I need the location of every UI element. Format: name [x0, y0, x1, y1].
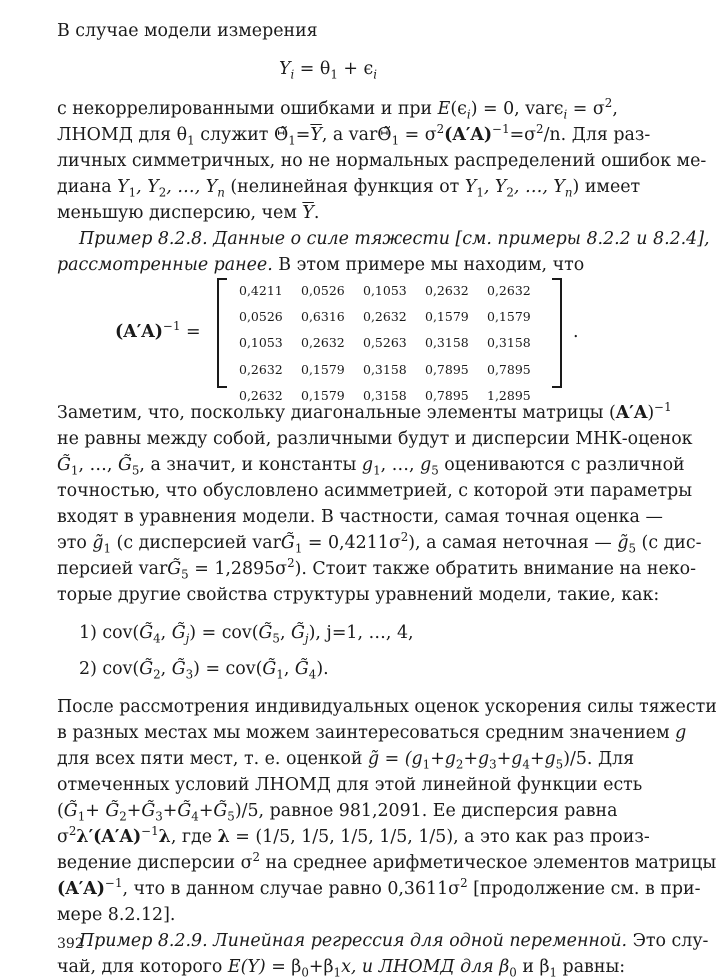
matrix-cell: 0,3158 [363, 387, 407, 403]
matrix-cell: 0,7895 [487, 361, 531, 377]
sub: j [304, 631, 309, 646]
right-bracket [552, 278, 562, 388]
sub: n [564, 185, 573, 200]
sub: 4 [153, 631, 161, 646]
matrix-cell: 0,7895 [425, 361, 469, 377]
matrix-cell: 0,6316 [301, 309, 345, 325]
sup: 2 [460, 876, 468, 891]
text-line-9 [57, 252, 599, 278]
text: + [85, 801, 106, 821]
text-line-5 [57, 148, 707, 174]
text: ) = cov( [193, 659, 263, 679]
eq-sub: i [373, 67, 378, 82]
text: Y [117, 177, 129, 197]
text: ), j=1, …, 4, [308, 623, 414, 643]
text: +g [496, 749, 523, 769]
matrix-row [239, 278, 549, 304]
text: , Y [136, 177, 159, 197]
sup: 2 [436, 122, 445, 137]
text-line-28 [57, 902, 599, 928]
text: E(Y) [227, 957, 266, 977]
text: G̃ [177, 801, 192, 821]
matrix-cell: 0,3158 [425, 335, 469, 351]
sub: 1 [70, 463, 79, 478]
matrix-cell: 1,2895 [487, 387, 531, 403]
matrix-row [239, 330, 549, 356]
text: , что в данном случае равно 0,3611σ [122, 879, 461, 899]
text: (A′A) [444, 125, 493, 145]
text: личных симметричных, но не нормальных распределений ошибок ме- [57, 151, 707, 171]
matrix-cell: 0,1053 [239, 335, 283, 351]
sub: 5 [131, 463, 140, 478]
text: мере 8.2.12]. [57, 905, 176, 925]
text: (A′A) [57, 879, 106, 899]
sup: 2 [287, 556, 295, 571]
text: g [361, 455, 374, 475]
text: ( [57, 801, 64, 821]
text: , [612, 99, 618, 119]
sup: −1 [105, 876, 123, 891]
equation-measurement-model [57, 56, 599, 82]
text: , [160, 659, 172, 679]
left-bracket [217, 278, 227, 388]
text: , …, Y [166, 177, 218, 197]
text: G̃ [213, 801, 228, 821]
matrix-cell: 0,0526 [301, 283, 345, 298]
text: Заметим, что, поскольку диагональные элементы матрицы ( [57, 403, 616, 423]
text: чай, для которого [57, 957, 228, 977]
text: A′A [615, 403, 648, 423]
text: G̃ [280, 533, 295, 553]
text: + [198, 801, 214, 821]
text: 2) cov( [79, 659, 140, 679]
text-line-26 [57, 850, 717, 876]
text-line-10 [57, 400, 672, 426]
text: для всех пяти мест, т. е. оценкой [57, 749, 368, 769]
matrix-cell: 0,1579 [301, 387, 345, 403]
sub: 3 [185, 667, 194, 682]
matrix-row [239, 304, 549, 330]
text: G̃ [258, 623, 273, 643]
text: = σ [399, 125, 437, 145]
sub: 1 [333, 965, 342, 980]
sub: i [466, 107, 471, 122]
text-line-24 [57, 798, 618, 824]
example-8-2-8-heading [57, 226, 710, 252]
sub: 1 [187, 133, 195, 148]
sup: −1 [141, 824, 159, 839]
sub: n [217, 185, 225, 200]
text: [продолжение см. в при- [467, 879, 701, 899]
text: G̃ [117, 455, 132, 475]
text: ), а самая неточная — [408, 533, 618, 553]
text: E [437, 99, 451, 119]
sub: 2 [506, 185, 514, 200]
text: + [162, 801, 178, 821]
text: (с дисперсией var [111, 533, 281, 553]
text: (ϵ [450, 99, 467, 119]
text: G̃ [294, 659, 309, 679]
text: G̃ [291, 623, 305, 643]
matrix-equation [57, 276, 599, 403]
matrix-cell: 0,0526 [239, 309, 283, 325]
text: )/5. Для [563, 749, 635, 769]
text: g [675, 723, 687, 743]
text: на среднее арифметическое элементов матрицы [260, 853, 717, 873]
text: точностью, что обусловлено асимметрией, с которой эти параметры [57, 481, 693, 501]
sub: 5 [431, 463, 439, 478]
eq-part: Y [278, 59, 291, 79]
sub: 5 [272, 631, 280, 646]
text: x, и ЛНОМД для β [341, 957, 510, 977]
text: (нелинейная функция от [224, 177, 465, 197]
sub: 0 [301, 965, 309, 980]
text: В этом примере мы находим, что [272, 255, 585, 275]
text-line-6 [57, 174, 641, 200]
example-8-2-9-heading [57, 928, 709, 954]
sub: 5 [227, 809, 235, 824]
text: = β [265, 957, 302, 977]
matrix-cell: 0,3158 [363, 361, 407, 377]
text: , Y [483, 177, 507, 197]
text: λ′(A′A) [76, 827, 142, 847]
text-line-17 [57, 582, 660, 608]
sub: j [185, 631, 190, 646]
text: σ [57, 827, 69, 847]
text: 1) cov( [79, 623, 140, 643]
eq-part: = θ [294, 59, 331, 79]
text: G̃ [141, 801, 156, 821]
sub: 5 [628, 541, 637, 556]
text: служит [194, 125, 274, 145]
text: /n. Для раз- [543, 125, 651, 145]
text: +β [308, 957, 334, 977]
matrix-cell: 0,3158 [487, 335, 531, 351]
sup: −1 [163, 319, 181, 334]
text: G̃ [63, 801, 78, 821]
sub: 1 [288, 133, 296, 148]
text-line-20 [57, 694, 717, 720]
matrix-label [115, 320, 201, 344]
text: Пример 8.2.9. Линейная регрессия для одной переменной. [79, 931, 628, 951]
matrix [217, 276, 562, 403]
text: G̃ [57, 455, 71, 475]
matrix-cell: 0,2632 [425, 283, 469, 298]
text-line-27 [57, 876, 701, 902]
text: ) = cov( [189, 623, 259, 643]
text: G̃ [139, 659, 154, 679]
matrix-cell: 0,1579 [425, 309, 469, 325]
text: Θ̃ [273, 125, 289, 145]
text: G̃ [171, 659, 186, 679]
text: ). [316, 659, 329, 679]
text: g̃ [617, 533, 629, 553]
page-number: 392 [57, 936, 84, 952]
sub: 1 [103, 541, 112, 556]
text: = 1,2895σ [188, 559, 288, 579]
text: . [313, 203, 320, 223]
text-line-15 [57, 530, 702, 556]
matrix-period: . [573, 322, 579, 342]
text: в разных местах мы можем заинтересоваться средним значением [57, 723, 676, 743]
text: персией var [57, 559, 168, 579]
text: , …, [78, 455, 118, 475]
text: это [57, 533, 93, 553]
eq-sub: 1 [330, 67, 338, 82]
text-line-4 [57, 122, 651, 148]
text: не равны между собой, различными будут и дисперсии МНК-оценок [57, 429, 693, 449]
text-line-14 [57, 504, 663, 530]
sub: 2 [153, 667, 161, 682]
sub: 5 [181, 567, 189, 582]
matrix-cell: 0,5263 [363, 335, 407, 351]
text-line-11 [57, 426, 693, 452]
sub: 1 [476, 185, 484, 200]
text: =σ [509, 125, 537, 145]
text-line-23 [57, 772, 643, 798]
sub: 3 [489, 757, 497, 772]
text: меньшую дисперсию, чем [57, 203, 303, 223]
text: g̃ [367, 749, 380, 769]
text: , [279, 623, 292, 643]
text-line-12 [57, 452, 685, 478]
text: +g [529, 749, 556, 769]
text: и β [516, 957, 550, 977]
text-line-1 [57, 18, 599, 44]
property-1 [79, 620, 621, 646]
text: Пример 8.2.8. Данные о силе тяжести [см. примеры 8.2.2 и 8.2.4], [79, 229, 710, 249]
text: g [420, 455, 432, 475]
sup: 2 [536, 122, 544, 137]
text: , …, Y [513, 177, 565, 197]
text: , где [170, 827, 218, 847]
text: ) = 0, varϵ [470, 99, 564, 119]
property-2 [79, 656, 621, 682]
matrix-cell: 0,2632 [363, 309, 407, 325]
text: рассмотренные ранее. [57, 255, 273, 275]
sub: 5 [555, 757, 564, 772]
sub: 1 [373, 463, 381, 478]
matrix-cell: 0,2632 [239, 387, 283, 403]
text: отмеченных условий ЛНОМД для этой линейной функции есть [57, 775, 643, 795]
text: $\overline{Y}$ [302, 203, 314, 223]
sub: 1 [549, 965, 558, 980]
text: = [295, 125, 311, 145]
text: G̃ [139, 623, 154, 643]
text: В случае модели измерения [57, 21, 318, 41]
sub: 0 [509, 965, 517, 980]
sub: 2 [455, 757, 464, 772]
text: ) [647, 403, 655, 423]
text: диана [57, 177, 118, 197]
sup: −1 [492, 122, 510, 137]
sup: 2 [252, 850, 260, 865]
sub: i [563, 107, 568, 122]
text: Y [464, 177, 477, 197]
text-line-3 [57, 96, 618, 122]
text-line-22 [57, 746, 635, 772]
text-line-25 [57, 824, 650, 850]
sub: 2 [158, 185, 167, 200]
text: оцениваются с различной [438, 455, 685, 475]
sup: 2 [604, 96, 613, 111]
text: , …, [380, 455, 421, 475]
text-line-21 [57, 720, 687, 746]
sub: 1 [276, 667, 284, 682]
text: , а значит, и константы [139, 455, 362, 475]
text: λ [158, 827, 171, 847]
text: G̃ [171, 623, 186, 643]
text: ЛНОМД для θ [57, 125, 188, 145]
text: λ [217, 827, 230, 847]
text: G̃ [262, 659, 277, 679]
text: +g [463, 749, 490, 769]
matrix-cell: 0,2632 [301, 335, 345, 351]
sup: 2 [68, 824, 77, 839]
eq-sub: i [290, 67, 295, 82]
text-line-7 [57, 200, 599, 226]
text: ) имеет [572, 177, 641, 197]
text-line-13 [57, 478, 693, 504]
matrix-cell: 0,1579 [301, 361, 345, 377]
text-line-30 [57, 954, 626, 980]
sub: 1 [391, 133, 400, 148]
text: ведение дисперсии σ [57, 853, 253, 873]
text: = 0,4211σ [302, 533, 401, 553]
text-line-16 [57, 556, 696, 582]
text: равны: [557, 957, 626, 977]
matrix-table [239, 278, 549, 409]
text: с некоррелированными ошибками и при [57, 99, 438, 119]
sub: 2 [119, 809, 127, 824]
text: )/5, равное 981,2091. Ее дисперсия равна [234, 801, 618, 821]
text: Это слу- [627, 931, 709, 951]
text: (с дис- [636, 533, 702, 553]
text: , а var [321, 125, 378, 145]
text: , [283, 659, 295, 679]
text: = (g [379, 749, 423, 769]
sub: 1 [422, 757, 431, 772]
text: = σ [567, 99, 605, 119]
text: +g [430, 749, 456, 769]
sup: −1 [654, 400, 672, 415]
sub: 1 [77, 809, 86, 824]
text: = (1/5, 1/5, 1/5, 1/5, 1/5), а это как раз произ- [229, 827, 650, 847]
matrix-cell: 0,2632 [239, 361, 283, 377]
sup: 2 [400, 530, 409, 545]
text: (A′A) [115, 322, 164, 342]
sub: 4 [308, 667, 317, 682]
text: + [126, 801, 142, 821]
text: g̃ [92, 533, 104, 553]
text: G̃ [105, 801, 120, 821]
text: ). Стоит также обратить внимание на неко- [294, 559, 696, 579]
text: входят в уравнения модели. В частности, самая точная оценка — [57, 507, 663, 527]
matrix-cell: 0,7895 [425, 387, 469, 403]
text: = [180, 322, 201, 342]
text: $\overline{Y}$ [310, 125, 322, 145]
sub: 4 [191, 809, 199, 824]
matrix-cell: 0,1579 [487, 309, 531, 325]
text: G̃ [167, 559, 182, 579]
eq-part: + ϵ [337, 59, 374, 79]
sub: 3 [155, 809, 163, 824]
text: , [160, 623, 172, 643]
matrix-cell: 0,4211 [239, 283, 283, 298]
text: торые другие свойства структуры уравнений модели, такие, как: [57, 585, 660, 605]
text: После рассмотрения индивидуальных оценок ускорения силы тяжести [57, 697, 717, 717]
matrix-cell: 0,2632 [487, 283, 531, 298]
sub: 4 [522, 757, 530, 772]
text: Θ̃ [377, 125, 392, 145]
matrix-cell: 0,1053 [363, 283, 407, 298]
sub: 1 [294, 541, 303, 556]
matrix-row [239, 357, 549, 383]
sub: 1 [128, 185, 137, 200]
